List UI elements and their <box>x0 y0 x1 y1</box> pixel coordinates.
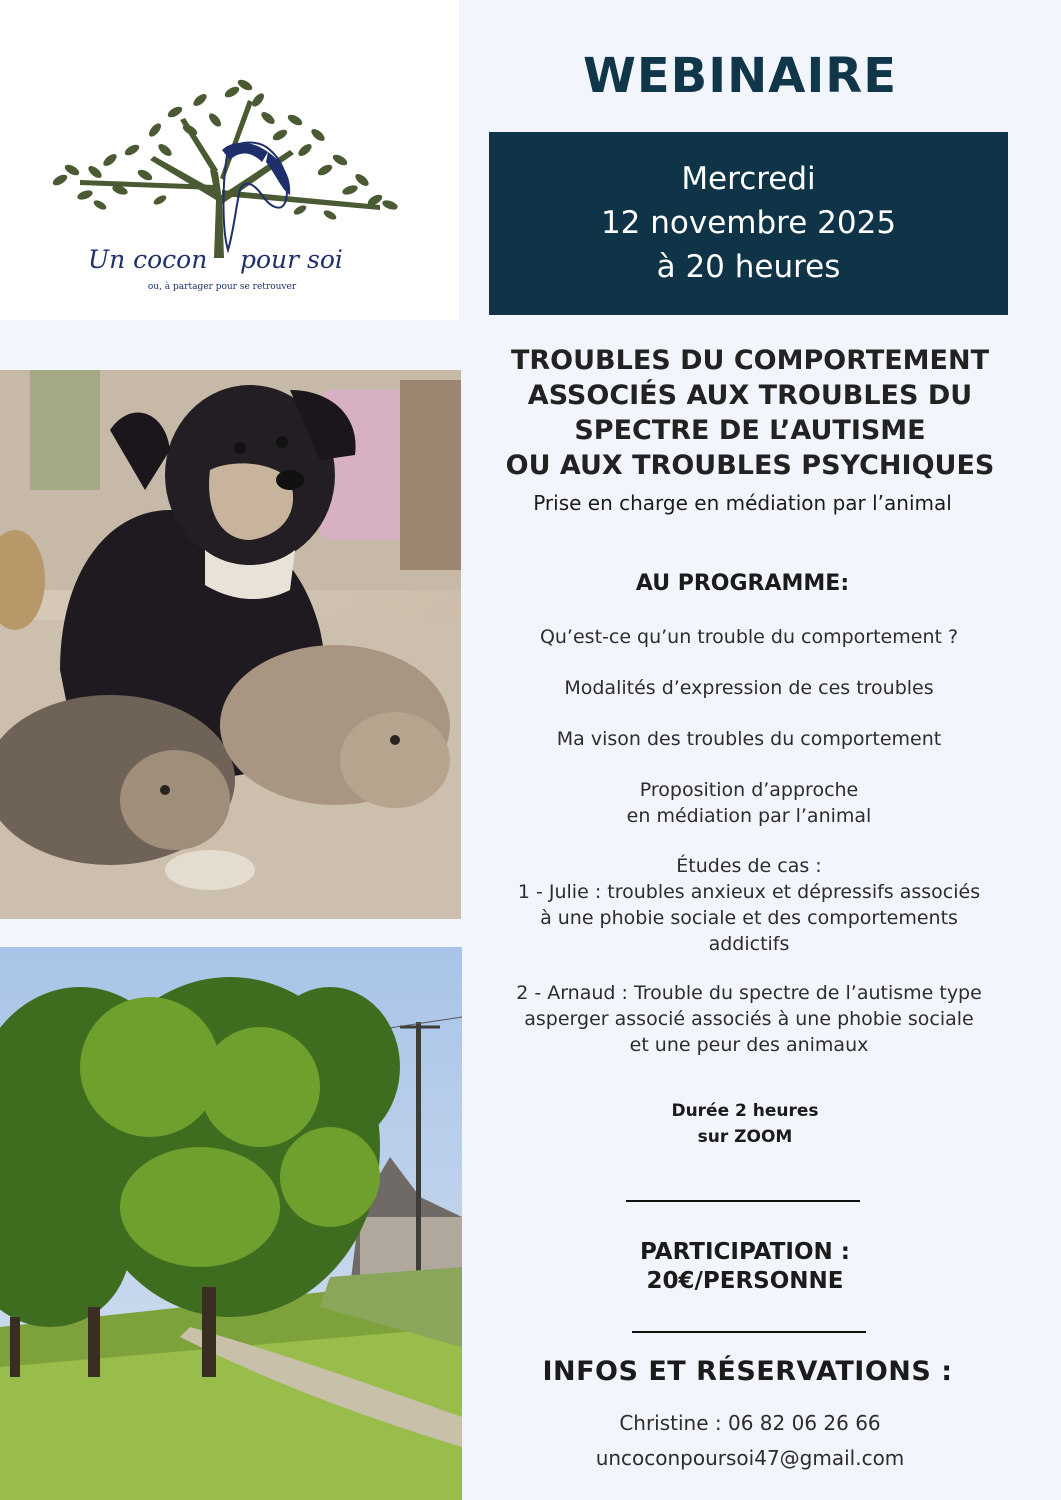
logo-panel <box>0 0 459 320</box>
item-line: 1 - Julie : troubles anxieux et dépressifs associés <box>517 881 981 903</box>
item-line: addictifs <box>708 933 790 955</box>
programme-heading: AU PROGRAMME: <box>635 571 850 596</box>
date-day: 12 novembre 2025 <box>600 205 897 241</box>
item-line: Études de cas : <box>676 855 822 877</box>
date-weekday: Mercredi <box>681 161 816 197</box>
item-line: en médiation par l’animal <box>626 805 872 827</box>
item-line: asperger associé associés à une phobie sociale <box>524 1008 974 1030</box>
item-line: Ma vison des troubles du comportement <box>556 728 942 750</box>
contact-email[interactable]: uncoconpoursoi47@gmail.com <box>595 1446 905 1470</box>
title-line: SPECTRE DE L’AUTISME <box>574 415 926 446</box>
item-line: Qu’est-ce qu’un trouble du comportement ? <box>539 626 959 648</box>
item-line: à une phobie sociale et des comportements <box>540 907 958 929</box>
duration-line: Durée 2 heures <box>671 1101 819 1121</box>
trees-path-photo <box>0 947 462 1500</box>
logo-brand-left: Un cocon <box>88 245 208 274</box>
participation-label: PARTICIPATION : <box>640 1239 850 1265</box>
programme-item <box>485 980 1013 1058</box>
programme-item <box>485 726 1013 752</box>
item-line: Modalités d’expression de ces troubles <box>564 677 934 699</box>
dog-guinea-pigs-photo <box>0 370 461 919</box>
item-line: Proposition d’approche <box>639 779 859 801</box>
divider <box>632 1331 866 1333</box>
duration <box>620 1098 870 1150</box>
title-line: ASSOCIÉS AUX TROUBLES DU <box>527 380 973 411</box>
divider <box>626 1200 860 1202</box>
item-line: et une peur des animaux <box>629 1034 869 1056</box>
contact-phone[interactable]: Christine : 06 82 06 26 66 <box>619 1411 881 1435</box>
participation-price: 20€/PERSONNE <box>646 1268 844 1294</box>
webinar-subtitle: Prise en charge en médiation par l’animal <box>533 491 952 515</box>
tree-horse-logo-icon <box>0 0 459 320</box>
webinar-title <box>495 343 1005 483</box>
page-title: WEBINAIRE <box>582 48 898 104</box>
programme-item <box>485 675 1013 701</box>
title-line: TROUBLES DU COMPORTEMENT <box>510 345 990 376</box>
programme-item <box>485 624 1013 650</box>
infos-heading: INFOS ET RÉSERVATIONS : <box>542 1356 953 1387</box>
date-time: à 20 heures <box>656 249 841 285</box>
logo-brand-right: pour soi <box>240 245 343 274</box>
participation <box>600 1238 890 1296</box>
programme-item <box>485 777 1013 829</box>
duration-platform: sur ZOOM <box>697 1127 793 1147</box>
logo-tagline: ou, à partager pour se retrouver <box>147 282 297 292</box>
date-box <box>489 132 1008 315</box>
title-line: OU AUX TROUBLES PSYCHIQUES <box>505 450 995 481</box>
item-line: 2 - Arnaud : Trouble du spectre de l’autisme type <box>516 982 982 1004</box>
programme-item <box>485 853 1013 957</box>
